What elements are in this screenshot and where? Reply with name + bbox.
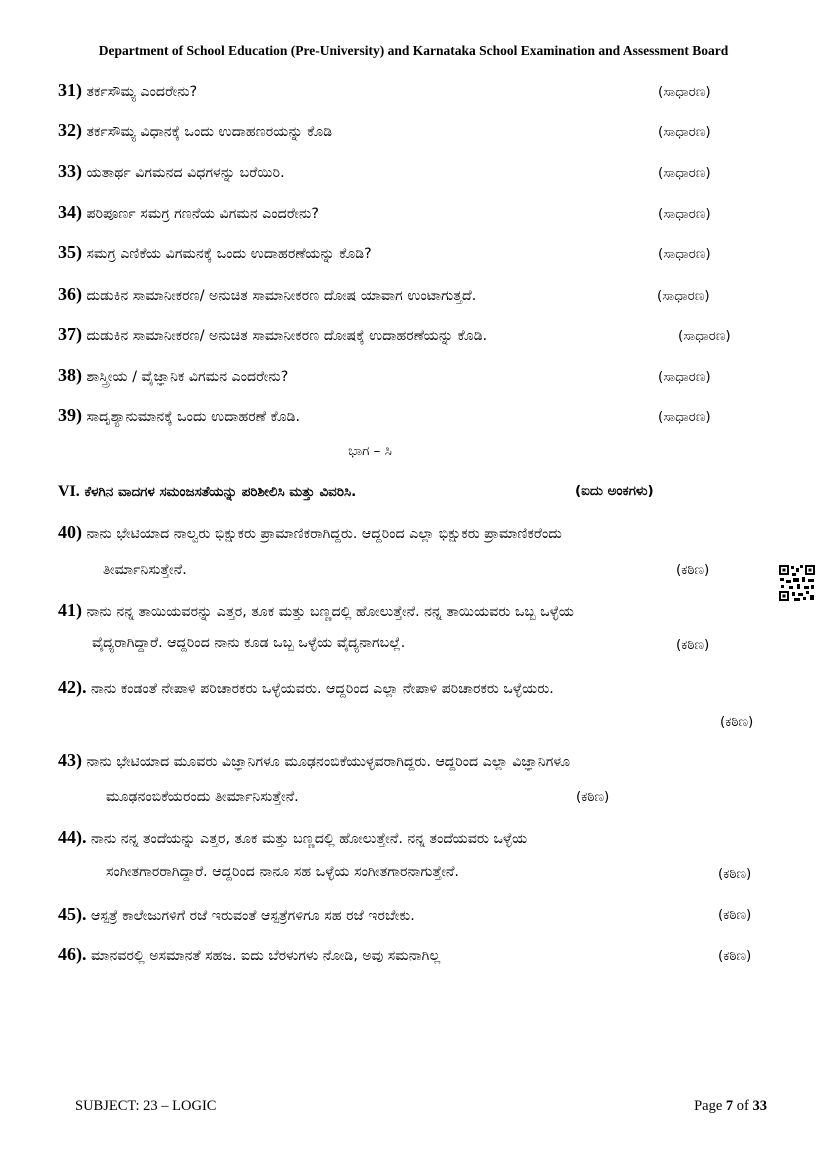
difficulty-label: (ಕಠಿಣ): [676, 637, 710, 653]
question-number: 45).: [58, 904, 87, 924]
section-number: VI.: [58, 483, 80, 500]
difficulty-label: (ಸಾಧಾರಣ): [658, 84, 711, 100]
part-title: ಭಾಗ – ಸಿ: [348, 443, 392, 459]
question-46: [58, 944, 767, 965]
question-number: 39): [58, 405, 82, 425]
difficulty-label: (ಕಠಿಣ): [720, 714, 754, 730]
difficulty-label: (ಸಾಧಾರಣ): [658, 369, 711, 385]
question-number: 41): [58, 600, 82, 620]
question-number: 34): [58, 202, 82, 222]
difficulty-label: (ಸಾಧಾರಣ): [658, 246, 711, 262]
question-continuation: ಸಂಗೀತಗಾರರಾಗಿದ್ದಾರೆ. ಆದ್ದರಿಂದ ನಾನೂ ಸಹ ಒಳ್ಳೆಯ ಸಂಗೀತಗಾರನಾಗುತ್ತೇನೆ.: [106, 864, 459, 880]
question-text: ತರ್ಕಸೌಮ್ಯ ವಿಧಾನಕ್ಕೆ ಒಂದು ಉದಾಹಣರಯನ್ನು ಕೊಡಿ: [82, 124, 333, 140]
question-continuation: ಮೂಢನಂಬಿಕೆಯರಂದು ತೀರ್ಮಾನಿಸುತ್ತೇನೆ.: [106, 789, 299, 805]
question-number: 36): [58, 284, 82, 304]
difficulty-label: (ಸಾಧಾರಣ): [658, 165, 711, 181]
question-number: 33): [58, 161, 82, 181]
question-number: 46).: [58, 944, 87, 964]
question-44: [58, 827, 767, 848]
question-42: [58, 677, 767, 698]
difficulty-label: (ಕಠಿಣ): [718, 948, 752, 964]
question-text: ಪರಿಪೂರ್ಣ ಸಮಗ್ರ ಗಣನೆಯ ವಿಗಮನ ಎಂದರೇನು?: [82, 206, 319, 222]
question-text: ಯತಾರ್ಥ ವಿಗಮನದ ವಿಧಗಳನ್ನು ಬರೆಯಿರಿ.: [82, 165, 285, 181]
question-text: ದುಡುಕಿನ ಸಾಮಾನೀಕರಣ/ ಅನುಚಿತ ಸಾಮಾನೀಕರಣ ದೋಷ ಯಾವಾಗ ಉಂಟಾಗುತ್ತದೆ.: [82, 288, 477, 304]
question-number: 32): [58, 120, 82, 140]
question-37: [58, 324, 767, 345]
question-text: ಶಾಸ್ತ್ರೀಯ / ವೈಜ್ಞಾನಿಕ ವಿಗಮನ ಎಂದರೇನು?: [82, 369, 289, 385]
question-text: ಸಮಗ್ರ ಎಣಿಕೆಯ ವಿಗಮನಕ್ಕೆ ಒಂದು ಉದಾಹರಣೆಯನ್ನು ಕೊಡಿ?: [82, 246, 372, 262]
question-number: 42).: [58, 677, 87, 697]
question-text: ದುಡುಕಿನ ಸಾಮಾನೀಕರಣ/ ಅನುಚಿತ ಸಾಮಾನೀಕರಣ ದೋಷಕ್ಕೆ ಉದಾಹರಣೆಯನ್ನು ಕೊಡಿ.: [82, 328, 488, 344]
footer-page-number: Page 7 of 33: [694, 1098, 767, 1114]
section-heading: [58, 483, 356, 501]
difficulty-label: (ಕಠಿಣ): [718, 907, 752, 923]
difficulty-label: (ಕಠಿಣ): [676, 562, 710, 578]
difficulty-label: (ಸಾಧಾರಣ): [678, 328, 731, 344]
difficulty-label: (ಸಾಧಾರಣ): [658, 206, 711, 222]
section-marks: (ಐದು ಅಂಕಗಳು): [575, 483, 654, 499]
question-text: ನಾನು ಭೇಟಿಯಾದ ನಾಲ್ವರು ಭಿಕ್ಷುಕರು ಪ್ರಾಮಾಣಿಕರಾಗಿದ್ದರು. ಆದ್ದರಿಂದ ಎಲ್ಲಾ ಭಿಕ್ಷುಕರು ಪ್ರಾಮಾಣಿಕರೆಂದು: [82, 526, 562, 542]
difficulty-label: (ಸಾಧಾರಣ): [658, 409, 711, 425]
question-text: ನಾನು ಕಂಡಂತೆ ನೇಪಾಳಿ ಪರಿಚಾರಕರು ಒಳ್ಳೆಯವರು. ಆದ್ದರಿಂದ ಎಲ್ಲಾ ನೇಪಾಳಿ ಪರಿಚಾರಕರು ಒಳ್ಳೆಯರು.: [86, 681, 554, 697]
question-number: 38): [58, 365, 82, 385]
difficulty-label: (ಕಠಿಣ): [718, 866, 752, 882]
question-continuation: ವೈದ್ಯರಾಗಿದ್ದಾರೆ. ಆದ್ದರಿಂದ ನಾನು ಕೂಡ ಒಬ್ಬ ಒಳ್ಳೆಯ ವೈದ್ಯನಾಗಬಲ್ಲೆ.: [92, 635, 406, 651]
section-instruction: ಕೆಳಗಿನ ವಾದಗಳ ಸಮಂಜಸತೆಯನ್ನು ಪರಿಶೀಲಿಸಿ ಮತ್ತು ವಿವರಿಸಿ.: [79, 484, 357, 500]
difficulty-label: (ಸಾಧಾರಣ): [657, 288, 710, 304]
question-40: [58, 522, 767, 543]
question-43: [58, 750, 767, 771]
question-text: ತರ್ಕಸೌಮ್ಯ ಎಂದರೇನು?: [82, 84, 198, 100]
question-number: 44).: [58, 827, 87, 847]
question-text: ನಾನು ಭೇಟಿಯಾದ ಮೂವರು ವಿಜ್ಞಾನಿಗಳೂ ಮೂಢನಂಬಿಕೆಯುಳ್ಳವರಾಗಿದ್ದರು. ಆದ್ದರಿಂದ ಎಲ್ಲಾ ವಿಜ್ಞಾನಿಗಳೂ: [82, 754, 571, 770]
footer-subject: SUBJECT: 23 – LOGIC: [75, 1098, 217, 1114]
page-header: Department of School Education (Pre-University) and Karnataka School Examination and Assessment Board: [98, 43, 729, 58]
question-number: 37): [58, 324, 82, 344]
question-text: ಮಾನವರಲ್ಲಿ ಅಸಮಾನತೆ ಸಹಜ. ಐದು ಬೆರಳುಗಳು ನೋಡಿ, ಅವು ಸಮನಾಗಿಲ್ಲ: [86, 948, 441, 964]
question-41: [58, 600, 767, 621]
question-text: ಆಸ್ಪತ್ರೆ ಕಾಲೇಜುಗಳಿಗೆ ರಜೆ ಇರುವಂತೆ ಆಸ್ಪತ್ರೆಗಳಿಗೂ ಸಹ ರಜೆ ಇರಬೇಕು.: [86, 908, 415, 924]
question-45: [58, 904, 767, 925]
question-text: ಸಾದೃಶ್ಯಾನುಮಾನಕ್ಕೆ ಒಂದು ಉದಾಹರಣೆ ಕೊಡಿ.: [82, 409, 301, 425]
question-continuation: ತೀರ್ಮಾನಿಸುತ್ತೇನೆ.: [103, 562, 187, 578]
question-number: 35): [58, 242, 82, 262]
difficulty-label: (ಸಾಧಾರಣ): [658, 124, 711, 140]
question-number: 43): [58, 750, 82, 770]
qr-code-icon: [778, 564, 816, 602]
question-text: ನಾನು ನನ್ನ ತಾಯಿಯವರನ್ನು ಎತ್ತರ, ತೂಕ ಮತ್ತು ಬಣ್ಣದಲ್ಲಿ ಹೋಲುತ್ತೇನೆ. ನನ್ನ ತಾಯಿಯವರು ಒಬ್ಬ ಒಳ್ಳೆಯ: [82, 604, 575, 620]
question-number: 31): [58, 80, 82, 100]
difficulty-label: (ಕಠಿಣ): [576, 789, 610, 805]
question-number: 40): [58, 522, 82, 542]
question-text: ನಾನು ನನ್ನ ತಂದೆಯನ್ನು ಎತ್ತರ, ತೂಕ ಮತ್ತು ಬಣ್ಣದಲ್ಲಿ ಹೋಲುತ್ತೇನೆ. ನನ್ನ ತಂದೆಯವರು ಒಳ್ಳೆಯ: [86, 831, 528, 847]
